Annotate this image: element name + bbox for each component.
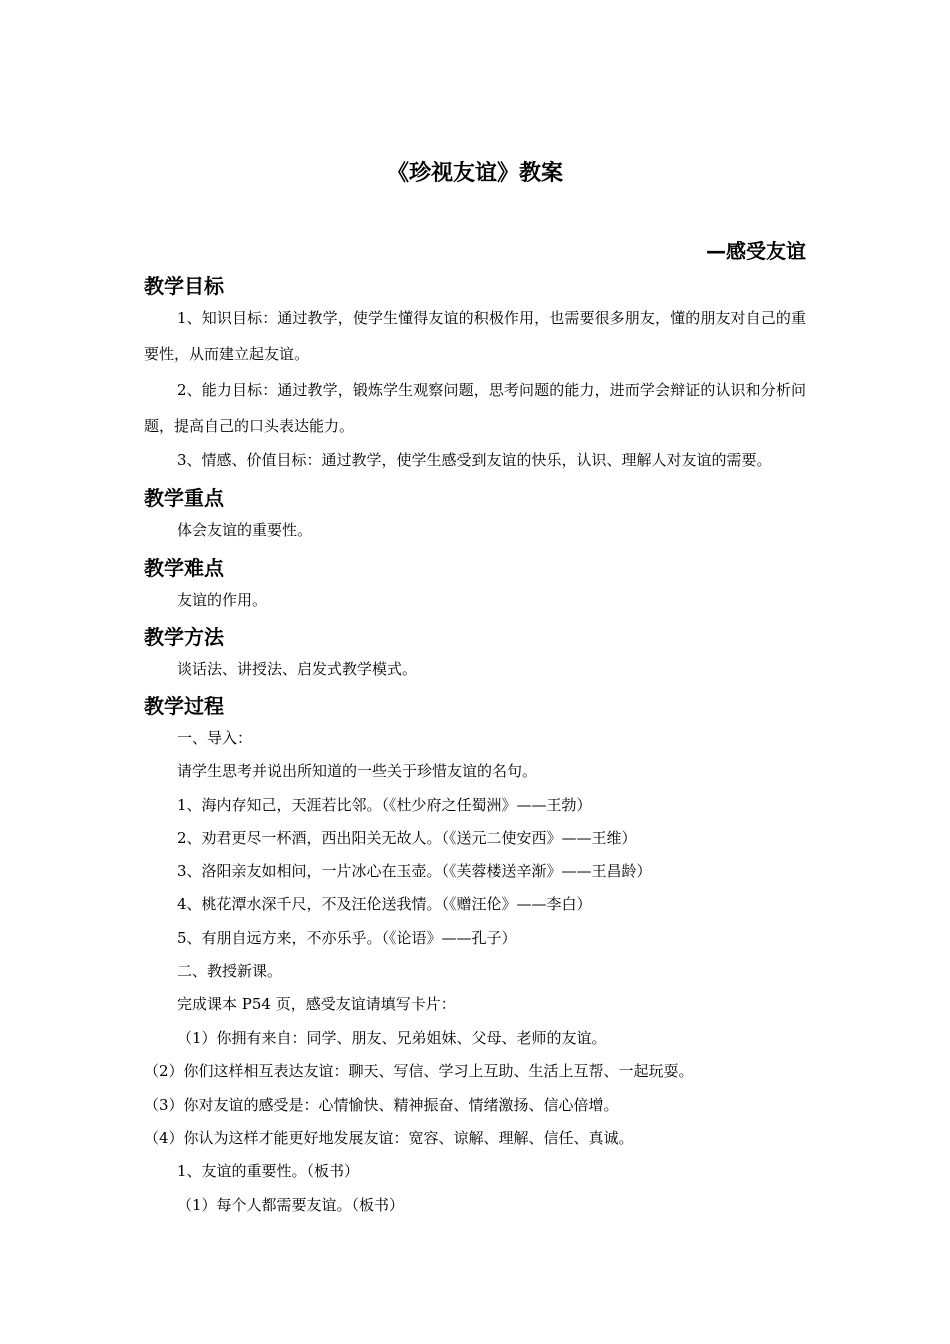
process-line: （3）你对友谊的感受是：心情愉快、精神振奋、情绪激扬、信心倍增。 — [144, 1096, 619, 1114]
process-line: 4、桃花潭水深千尺，不及汪伦送我情。（《赠汪伦》——李白） — [177, 895, 592, 913]
process-line: 2、劝君更尽一杯酒，西出阳关无故人。（《送元二使安西》——王维） — [177, 829, 637, 847]
difficulty-text: 友谊的作用。 — [177, 591, 268, 609]
process-line: （1）每个人都需要友谊。（板书） — [177, 1196, 405, 1214]
process-line: 1、海内存知己，天涯若比邻。（《杜少府之任蜀洲》——王勃） — [177, 796, 592, 814]
page-title: 《珍视友谊》教案 — [386, 161, 563, 186]
heading-process: 教学过程 — [144, 694, 224, 718]
process-line: 完成课本 P54 页，感受友谊请填写卡片： — [177, 995, 456, 1013]
heading-difficulty: 教学难点 — [144, 556, 224, 580]
process-line: 5、有朋自远方来，不亦乐乎。（《论语》——孔子） — [177, 929, 517, 947]
process-line: 一、导入： — [177, 729, 253, 747]
process-line: 请学生思考并说出所知道的一些关于珍惜友谊的名句。 — [177, 762, 538, 780]
heading-goals: 教学目标 — [144, 274, 224, 298]
goal-item-2: 2、能力目标：通过教学，锻炼学生观察问题，思考问题的能力，进而学会辩证的认识和分析问题，提高自己的口头表达能力。 — [144, 381, 806, 435]
process-line: 1、友谊的重要性。（板书） — [177, 1162, 360, 1180]
process-line: （2）你们这样相互表达友谊：聊天、写信、学习上互助、生活上互帮、一起玩耍。 — [144, 1062, 694, 1080]
goal-item-3: 3、情感、价值目标：通过教学，使学生感受到友谊的快乐，认识、理解人对友谊的需要。 — [177, 451, 772, 469]
process-line: （4）你认为这样才能更好地发展友谊：宽容、谅解、理解、信任、真诚。 — [144, 1129, 634, 1147]
process-line: 3、洛阳亲友如相问，一片冰心在玉壶。（《芙蓉楼送辛渐》——王昌龄） — [177, 862, 652, 880]
process-line: 二、教授新课。 — [177, 962, 283, 980]
focus-text: 体会友谊的重要性。 — [177, 521, 313, 539]
heading-method: 教学方法 — [144, 625, 224, 649]
heading-focus: 教学重点 — [144, 486, 224, 510]
goal-item-1: 1、知识目标：通过教学，使学生懂得友谊的积极作用，也需要很多朋友，懂的朋友对自己的重要性，从而建立起友谊。 — [144, 309, 806, 363]
process-line: （1）你拥有来自：同学、朋友、兄弟姐妹、父母、老师的友谊。 — [177, 1029, 607, 1047]
method-text: 谈话法、讲授法、启发式教学模式。 — [177, 660, 418, 678]
page-subtitle: —感受友谊 — [706, 239, 806, 263]
